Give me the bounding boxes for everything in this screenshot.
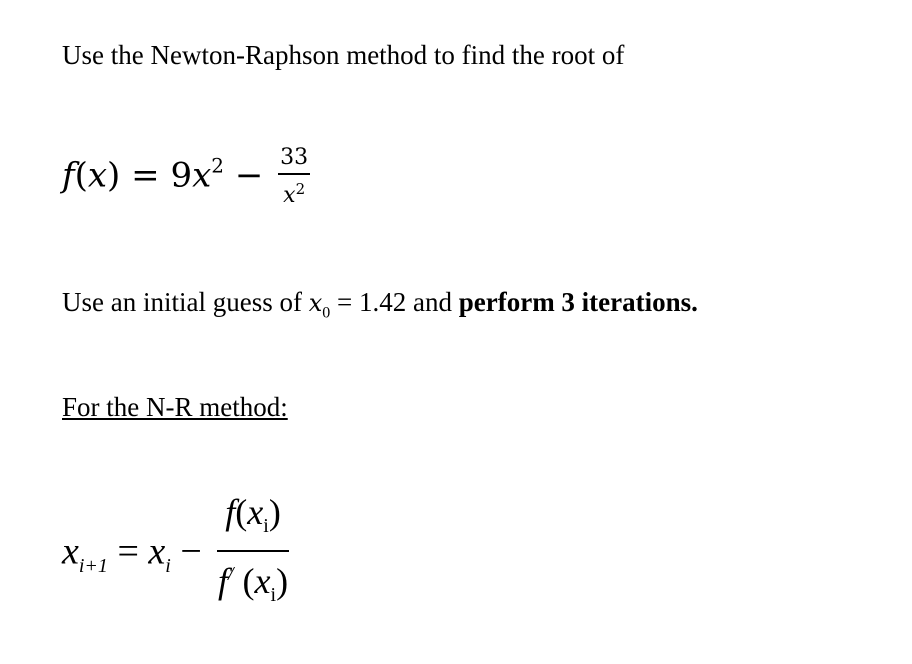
formula-numerator: $f(x_i)$ [217,492,289,552]
equals-sign: = [131,155,160,196]
iterations-instruction: perform 3 iterations [458,287,692,317]
newton-raphson-formula [62,492,289,617]
term-power: 2 [211,153,224,178]
denominator-power: 2 [295,180,306,198]
term-variable: x [192,155,212,196]
guess-conjunction: and [413,287,452,317]
guess-value: 1.42 [359,287,407,317]
lhs-variable: x [62,530,79,573]
initial-guess-text [62,287,698,322]
fraction-denominator [278,175,310,210]
rhs-variable: x [148,530,166,573]
intro-text: Use the Newton-Raphson method to find the root of [62,40,625,70]
formula-denominator: f/ $(x_i)$ [217,561,289,607]
guess-subscript: 0 [322,304,331,322]
function-variable: x [87,155,108,196]
formula-fraction [217,492,289,617]
fraction-numerator: 33 [278,145,310,175]
guess-period: . [691,287,698,317]
formula-equals: = [117,530,139,573]
guess-variable: x [308,289,323,317]
fraction [278,145,310,210]
guess-prefix: Use an initial guess of [62,287,302,317]
guess-equals: = [337,287,353,317]
method-heading: For the N-R method: [62,392,288,422]
formula-minus: − [180,530,202,573]
denominator-variable: x [283,183,296,208]
lhs-subscript: i+1 [78,555,108,577]
rhs-subscript: i [165,555,171,577]
function-equation: $f(x) = 9x^2$ − $\frac{33}{x^2}$ [62,145,309,208]
function-name: f [62,155,75,196]
coefficient: 9 [170,155,193,196]
minus-sign: − [234,155,264,196]
